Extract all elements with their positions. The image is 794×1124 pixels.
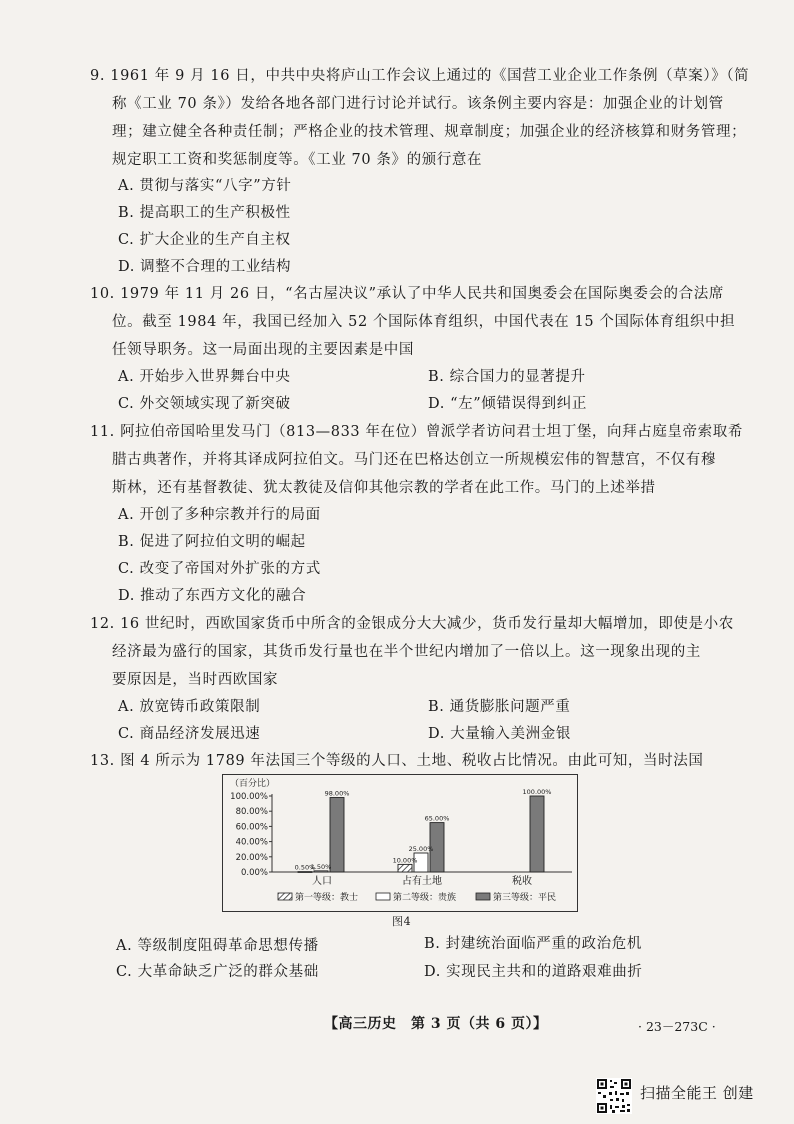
- q9-line-2: 称《工业 70 条》）发给各地各部门进行讨论并试行。该条例主要内容是：加强企业的计划管: [112, 96, 724, 112]
- q10-line-2: 位。截至 1984 年，我国已经加入 52 个国际体育组织，中国代表在 15 个国际体育组织中担: [112, 314, 736, 330]
- q13-line-1: 13. 图 4 所示为 1789 年法国三个等级的人口、土地、税收占比情况。由此可知，当时法国: [90, 753, 704, 769]
- bar-3-0: [330, 798, 344, 872]
- q12-option-a: A. 放宽铸币政策限制: [118, 699, 261, 715]
- q13-option-a: A. 等级制度阻碍革命思想传播: [116, 938, 319, 954]
- y-tick-label: 40.00%: [235, 837, 268, 848]
- x-tick-label: 占有土地: [402, 876, 442, 887]
- q10-option-a: A. 开始步入世界舞台中央: [118, 369, 291, 385]
- q11-line-3: 斯林，还有基督教徒、犹太教徒及信仰其他宗教的学者在此工作。马门的上述举措: [112, 480, 656, 496]
- q9-option-a: A. 贯彻与落实“八字”方针: [118, 178, 292, 194]
- q10-line-3: 任领导职务。这一局面出现的主要因素是中国: [112, 342, 414, 358]
- q11-option-a: A. 开创了多种宗教并行的局面: [118, 507, 321, 523]
- q11-line-1: 11. 阿拉伯帝国哈里发马门（813—833 年在位）曾派学者访问君士坦丁堡，向拜占庭皇帝索取希: [90, 424, 743, 440]
- figure-caption: 图4: [392, 915, 412, 928]
- q10-option-c: C. 外交领域实现了新突破: [118, 396, 291, 412]
- y-axis-label: （百分比）: [230, 779, 276, 789]
- q12-option-d: D. 大量输入美洲金银: [428, 726, 571, 742]
- bar-data-label: 100.00%: [522, 788, 552, 796]
- figure-4-chart: [222, 774, 578, 924]
- legend-swatch: [476, 893, 490, 900]
- legend-label: 第三等级：平民: [493, 893, 557, 903]
- y-tick-label: 80.00%: [235, 807, 268, 818]
- y-tick-label: 100.00%: [230, 792, 268, 802]
- legend-swatch: [376, 893, 390, 900]
- legend-label: 第二等级：贵族: [393, 893, 457, 903]
- q12-option-b: B. 通货膨胀问题严重: [428, 699, 571, 715]
- y-tick-label: 0.00%: [240, 868, 268, 878]
- page-footer-title: 【高三历史 第 3 页（共 6 页）】: [324, 1016, 548, 1032]
- x-axis-labels: [312, 874, 532, 887]
- chart-legend: [278, 891, 556, 903]
- q10-option-d: D. “左”倾错误得到纠正: [428, 396, 587, 412]
- scanner-brand-text: 扫描全能王 创建: [640, 1084, 754, 1102]
- q11-option-b: B. 促进了阿拉伯文明的崛起: [118, 534, 306, 550]
- legend-label: 第一等级：教士: [295, 893, 359, 903]
- q12-line-1: 12. 16 世纪时，西欧国家货币中所含的金银成分大大减少，货币发行量却大幅增加，即使是小农: [90, 616, 734, 632]
- q10-option-b: B. 综合国力的显著提升: [428, 369, 586, 385]
- q12-option-c: C. 商品经济发展迅速: [118, 726, 261, 742]
- page-footer-code: · 23－273C ·: [638, 1019, 716, 1034]
- bar-1-0: [298, 872, 312, 873]
- q9-line-3: 理；建立健全各种责任制；严格企业的技术管理、规章制度；加强企业的经济核算和财务管理；: [112, 124, 747, 140]
- q12-line-2: 经济最为盛行的国家，其货币发行量也在半个世纪内增加了一倍以上。这一现象出现的主: [112, 644, 701, 660]
- bar-data-label: 98.00%: [324, 789, 350, 798]
- q13-option-b: B. 封建统治面临严重的政治危机: [424, 936, 642, 952]
- bar-data-label: 65.00%: [424, 814, 450, 823]
- q9-line-4: 规定职工工资和奖惩制度等。《工业 70 条》的颁行意在: [112, 152, 483, 168]
- q11-option-d: D. 推动了东西方文化的融合: [118, 588, 307, 604]
- legend-swatch: [278, 893, 292, 900]
- bar-data-label: 10.00%: [392, 856, 418, 865]
- bar-data-label: 1.50%: [310, 862, 332, 871]
- bar-2-0: [314, 871, 328, 872]
- bar-3-2: [530, 796, 544, 872]
- q9-option-b: B. 提高职工的生产积极性: [118, 205, 291, 221]
- q12-line-3: 要原因是，当时西欧国家: [112, 672, 279, 688]
- bar-series: [298, 796, 544, 872]
- bar-chart-svg: [222, 774, 578, 924]
- q13-option-c: C. 大革命缺乏广泛的群众基础: [116, 964, 319, 980]
- y-tick-label: 60.00%: [235, 822, 268, 833]
- x-tick-label: 税收: [512, 876, 532, 887]
- q9-line-1: 9. 1961 年 9 月 16 日，中共中央将庐山工作会议上通过的《国营工业企业工作条例（草案）》（简: [90, 68, 750, 84]
- bar-data-label: 0.50%: [294, 863, 316, 872]
- x-tick-label: 人口: [312, 876, 332, 887]
- bar-1-1: [398, 864, 412, 872]
- qr-code-icon: [596, 1078, 632, 1114]
- y-tick-label: 20.00%: [235, 852, 268, 863]
- q11-line-2: 腊古典著作，并将其译成阿拉伯文。马门还在巴格达创立一所规模宏伟的智慧宫，不仅有穆: [112, 452, 716, 468]
- q9-option-d: D. 调整不合理的工业结构: [118, 259, 292, 275]
- q9-option-c: C. 扩大企业的生产自主权: [118, 232, 291, 248]
- q10-line-1: 10. 1979 年 11 月 26 日，“名古屋决议”承认了中华人民共和国奥委会在国际奥委会的合法席: [90, 286, 724, 302]
- bar-data-label: 25.00%: [408, 845, 434, 853]
- q11-option-c: C. 改变了帝国对外扩张的方式: [118, 561, 321, 577]
- q13-option-d: D. 实现民主共和的道路艰难曲折: [424, 964, 643, 980]
